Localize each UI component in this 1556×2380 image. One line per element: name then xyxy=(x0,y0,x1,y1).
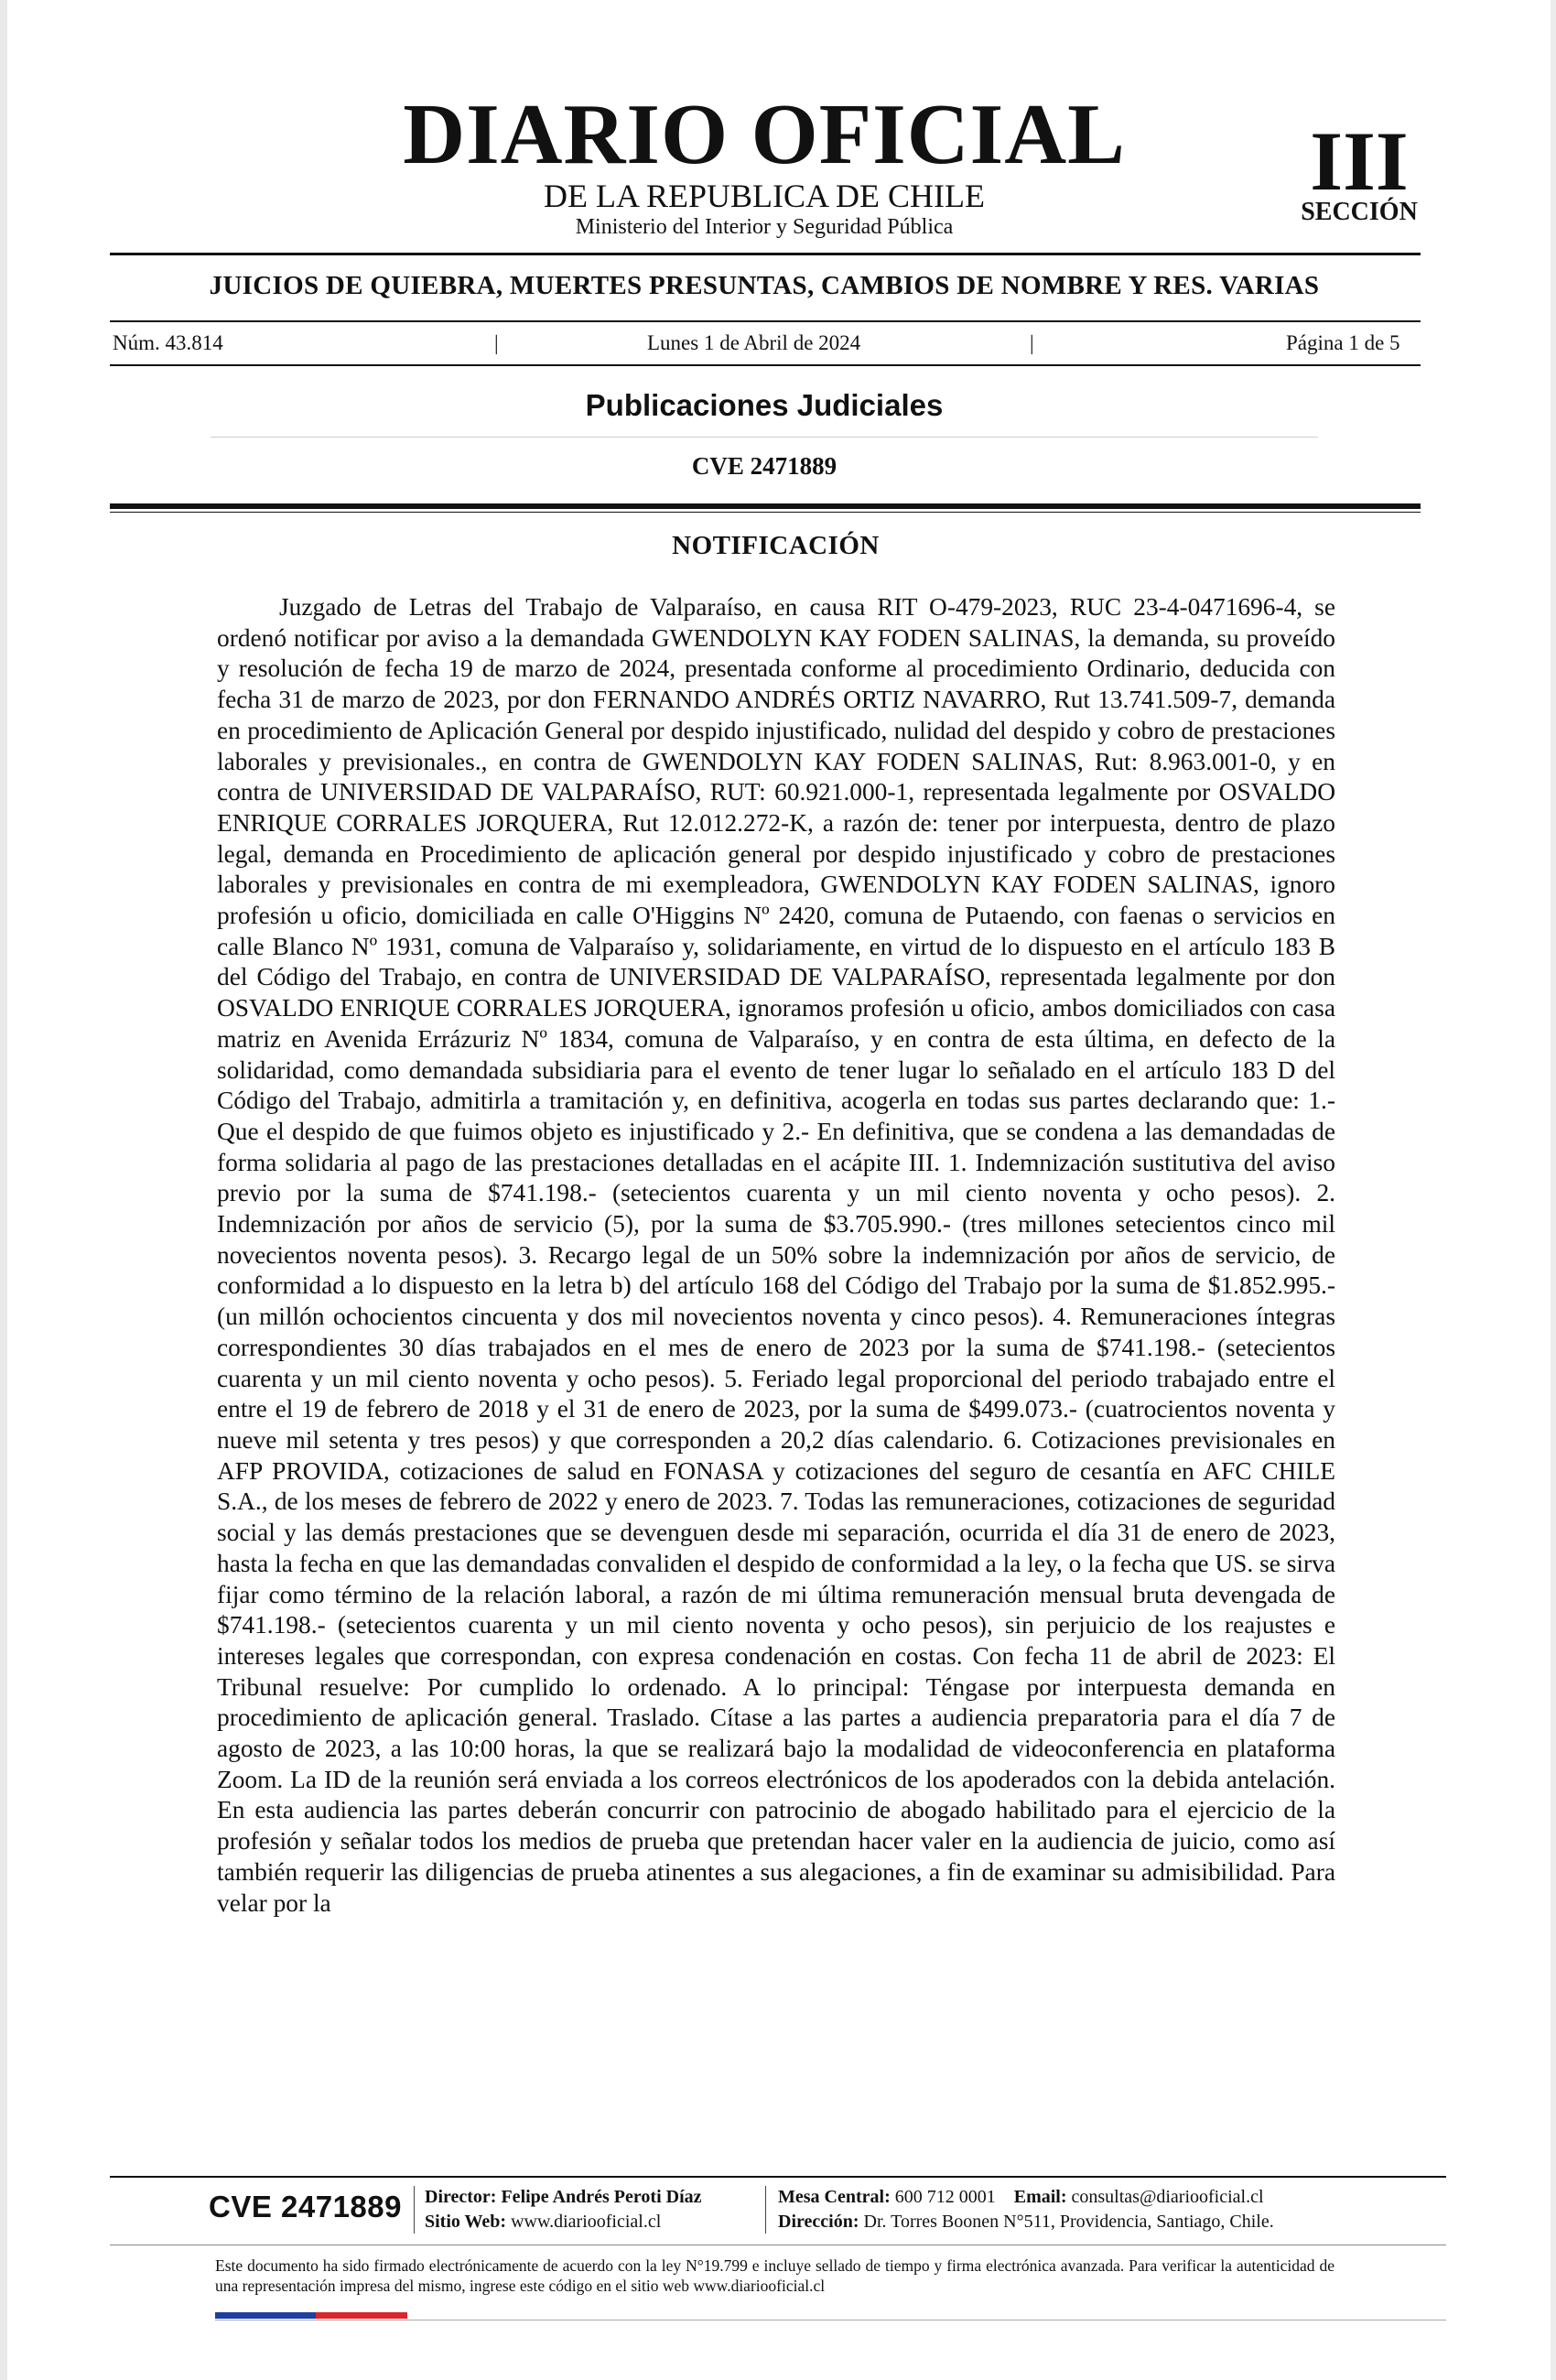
section-label: SECCIÓN xyxy=(1301,198,1418,226)
site-label: Sitio Web: xyxy=(425,2212,507,2232)
notice-body: Juzgado de Letras del Trabajo de Valparaíso, en causa RIT O-479-2023, RUC 23-4-0471696-4, se ordenó notificar por aviso a la demandada GWENDOLYN KAY FODEN SALINAS, la demanda, su proveído y resolución de fecha 19 de marzo de 2024, presentada conforme al procedimiento Ordinario, deducida con fecha 31 de marzo de 2023, por don FERNANDO ANDRÉS ORTIZ NAVARRO, Rut 13.741.509-7, demanda en procedimiento de Aplicación General por despido injustificado, nulidad del despido y cobro de prestaciones laborales y previsionales., en contra de GWENDOLYN KAY FODEN SALINAS, Rut: 8.963.001-0, y en contra de UNIVERSIDAD DE VALPARAÍSO, RUT: 60.921.000-1, representada legalmente por OSVALDO ENRIQUE CORRALES JORQUERA, Rut 12.012.272-K, a razón de: tener por interpuesta, dentro de plazo legal, demanda en Procedimiento de aplicación general por despido injustificado y cobro de prestaciones laborales y previsionales en contra de mi exempleadora, GWENDOLYN KAY FODEN SALINAS, ignoro profesión u oficio, domiciliada en calle O'Higgins Nº 2420, comuna de Putaendo, con faenas o servicios en calle Blanco Nº 1931, comuna de Valparaíso y, solidariamente, en virtud de lo dispuesto en el artículo 183 B del Código del Trabajo, en contra de UNIVERSIDAD DE VALPARAÍSO, representada legalmente por don OSVALDO ENRIQUE CORRALES JORQUERA, ignoramos profesión u oficio, ambos domiciliados con casa matriz en Avenida Errázuriz Nº 1834, comuna de Valparaíso, y en contra de esta última, en defecto de la solidaridad, como demandada subsidiaria para el evento de tener lugar lo señalado en el artículo 183 D del Código del Trabajo, admitirla a tramitación y, en definitiva, acogerla en todas sus partes declarando que: 1.- Que el despido de que fuimos objeto es injustificado y 2.- En definitiva, que se condena a las demandadas de forma solidaria al pago de las prestaciones detalladas en el acápite III. 1. Indemnización sustitutiva del aviso previo por la suma de $741.198.- (setecientos cuarenta y un mil ciento noventa y ocho pesos). 2. Indemnización por años de servicio (5), por la suma de $3.705.990.- (tres millones setecientos cinco mil novecientos noventa pesos). 3. Recargo legal de un 50% sobre la indemnización por años de servicio, de conformidad a lo dispuesto en la letra b) del artículo 168 del Código del Trabajo por la suma de $1.852.995.- (un millón ochocientos cincuenta y dos mil novecientos noventa y cinco pesos). 4. Remuneraciones íntegras correspondientes 30 días trabajados en el mes de enero de 2023 por la suma de $741.198.- (setecientos cuarenta y un mil ciento noventa y ocho pesos). 5. Feriado legal proporcional del periodo trabajado entre el entre el 19 de febrero de 2018 y el 31 de enero de 2023, por la suma de $499.073.- (cuatrocientos noventa y nueve mil setenta y tres pesos) y que corresponden a 20,2 días calendario. 6. Cotizaciones previsionales en AFP PROVIDA, cotizaciones de salud en FONASA y cotizaciones del seguro de cesantía en AFC CHILE S.A., de los meses de febrero de 2022 y enero de 2023. 7. Todas las remuneraciones, cotizaciones de seguridad social y las demás prestaciones que se devenguen desde mi separación, ocurrida el día 31 de enero de 2023, hasta la fecha en que las demandadas convaliden el despido de conformidad a la ley, o la fecha que US. se sirva fijar como término de la relación laboral, a razón de mi última remuneración mensual bruta devengada de $741.198.- (setecientos cuarenta y un mil ciento noventa y ocho pesos), sin perjuicio de los reajustes e intereses legales que correspondan, con expresa condenación en costas. Con fecha 11 de abril de 2023: El Tribunal resuelve: Por cumplido lo ordenado. A lo principal: Téngase por interpuesta demanda en procedimiento de aplicación general. Traslado. Cítase a las partes a audiencia preparatoria para el día 7 de agosto de 2023, a las 10:00 horas, la que se realizará bajo la modalidad de videoconferencia en plataforma Zoom. La ID de la reunión será enviada a los correos electrónicos de los apoderados con la debida antelación. En esta audiencia las partes deberán concurrir con patrocinio de abogado habilitado para el ejercicio de la profesión y señalar todos los medios de prueba que pretendan hacer valer en la audiencia de juicio, como así también requerir las diligencias de prueba atinentes a sus alegaciones, a fin de examinar su admisibilidad. Para velar por la xyxy=(217,593,1335,1917)
cve-code: CVE 2471889 xyxy=(691,452,837,480)
email-label: Email: xyxy=(1013,2187,1067,2207)
address: Dr. Torres Boonen N°511, Providencia, Santiago, Chile. xyxy=(863,2212,1274,2232)
meta-separator: | xyxy=(1030,331,1034,354)
footer-cve-code: CVE 2471889 xyxy=(209,2190,402,2223)
section-category: JUICIOS DE QUIEBRA, MUERTES PRESUNTAS, CAMBIOS DE NOMBRE Y RES. VARIAS xyxy=(209,271,1320,300)
phone-number: 600 712 0001 xyxy=(894,2187,996,2207)
page-edge-left xyxy=(0,0,7,2380)
page-indicator: Página 1 de 5 xyxy=(1286,331,1400,354)
address-label: Dirección: xyxy=(778,2212,859,2232)
email-address: consultas@diariooficial.cl xyxy=(1071,2187,1264,2207)
meta-separator: | xyxy=(494,331,499,354)
footer-separator xyxy=(765,2186,766,2234)
director-label: Director: xyxy=(425,2187,497,2207)
director-name: Felipe Andrés Peroti Díaz xyxy=(501,2187,702,2207)
site-url: www.diariooficial.cl xyxy=(511,2212,662,2232)
footer-legal-notice: Este documento ha sido firmado electrónicamente de acuerdo con la ley N°19.799 e incluye sellado de tiempo y firma electrónica avanzada. Para verificar la autenticidad de una representación impresa del mismo, ingrese este código en el sitio web www.diariooficial.cl xyxy=(215,2256,1334,2295)
masthead-rule xyxy=(110,253,1421,255)
footer-rule xyxy=(110,2176,1446,2178)
footer-contact-block xyxy=(778,2185,1274,2234)
cve-rule-thick xyxy=(110,503,1421,509)
footer-director-block xyxy=(425,2185,702,2234)
phone-label: Mesa Central: xyxy=(778,2187,891,2207)
masthead-title: DIARIO OFICIAL xyxy=(403,87,1126,182)
footer-separator xyxy=(414,2186,415,2234)
cve-rule-thin xyxy=(110,512,1421,513)
section-number: III xyxy=(1310,114,1409,208)
flag-stripe-red xyxy=(316,2312,407,2319)
page-edge-right xyxy=(1551,0,1556,2380)
notice-title: NOTIFICACIÓN xyxy=(672,531,880,560)
masthead-subtitle: DE LA REPUBLICA DE CHILE xyxy=(544,178,985,214)
publication-heading: Publicaciones Judiciales xyxy=(585,388,944,422)
flag-stripe-blue xyxy=(215,2312,316,2319)
category-rule xyxy=(110,320,1421,322)
masthead-ministry: Ministerio del Interior y Seguridad Pública xyxy=(575,215,954,239)
issue-date: Lunes 1 de Abril de 2024 xyxy=(647,331,861,354)
meta-rule xyxy=(110,364,1421,366)
heading-divider xyxy=(211,437,1318,438)
issue-number: Núm. 43.814 xyxy=(113,331,223,354)
